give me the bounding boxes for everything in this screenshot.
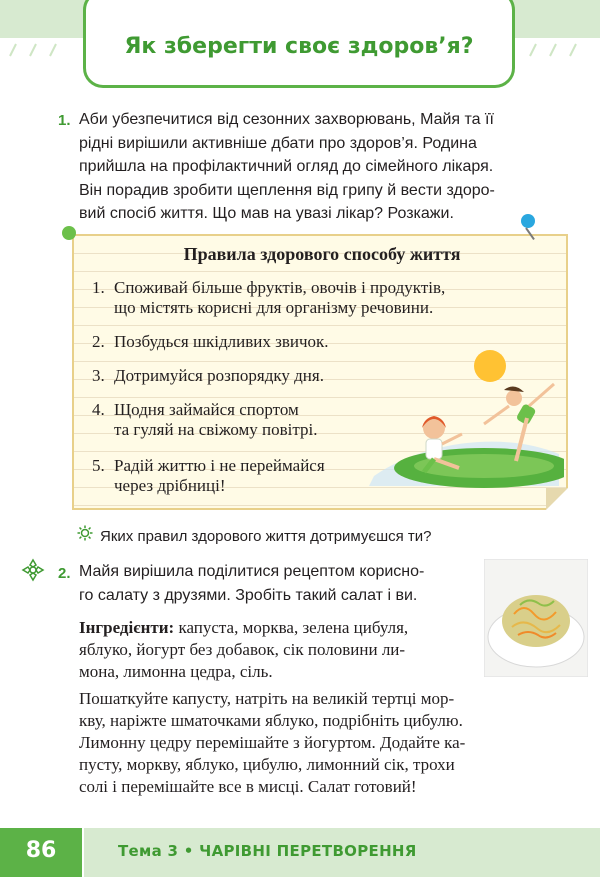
task-1-line: прийшла на профілактичний огляд до сімейного лікаря. bbox=[79, 158, 494, 175]
footer-topic: Тема 3 • ЧАРІВНІ ПЕРЕТВОРЕННЯ bbox=[118, 842, 417, 860]
task-1-line: рідні вирішили активніше дбати про здоров’я. Родина bbox=[79, 134, 477, 152]
rule-text-cont: та гуляй на свіжому повітрі. bbox=[114, 420, 318, 439]
ingredients-paragraph bbox=[79, 617, 479, 683]
rule-number: 4. bbox=[92, 400, 105, 419]
task-1-number: 1. bbox=[58, 112, 71, 129]
green-pin-icon bbox=[62, 226, 76, 240]
task-2-number: 2. bbox=[58, 565, 71, 582]
rules-title: Правила здорового способу життя bbox=[183, 244, 461, 264]
rule-number: 1. bbox=[92, 278, 105, 297]
ingredients-text: яблуко, йогурт без добавок, сік половини ли- bbox=[79, 640, 406, 659]
kids-yoga-illustration bbox=[364, 346, 564, 496]
ingredients-label: Інгредієнти: bbox=[79, 618, 175, 637]
task-2-line: Майя вирішила поділитися рецептом корисно- bbox=[79, 563, 425, 580]
recipe-line: кву, наріжте шматочками яблуко, подрібніть цибулю. bbox=[79, 711, 463, 730]
rule-number: 3. bbox=[92, 366, 105, 385]
rule-text-cont: через дрібниці! bbox=[114, 476, 226, 495]
rule-number: 5. bbox=[92, 456, 105, 475]
salad-photo bbox=[484, 559, 588, 677]
task-1-line: Аби убезпечитися від сезонних захворювань, Майя та її bbox=[79, 111, 494, 128]
rule-number: 2. bbox=[92, 332, 105, 351]
task-2-text bbox=[79, 560, 424, 607]
rule-text-cont: що містять корисні для організму речовини. bbox=[114, 298, 434, 317]
page-number: 86 bbox=[25, 838, 57, 863]
rule-item bbox=[92, 456, 325, 496]
rule-text: Щодня займайся спортом bbox=[114, 400, 299, 419]
task-1-line: Він порадив зробити щеплення від грипу й вести здоро- bbox=[79, 181, 495, 199]
question-text: Яких правил здорового життя дотримуєшся ти? bbox=[100, 528, 432, 545]
recipe-line: Лимонну цедру перемішайте з йогуртом. Додайте ка- bbox=[79, 733, 466, 752]
recipe-paragraph bbox=[79, 688, 559, 798]
rule-item bbox=[92, 332, 329, 352]
rule-item bbox=[92, 366, 324, 386]
ingredients-text: капуста, морква, зелена цибуля, bbox=[174, 618, 409, 637]
task-1-line: вий спосіб життя. Що мав на увазі лікар? Розкажи. bbox=[79, 205, 454, 222]
sun-bullet-icon bbox=[77, 525, 93, 541]
page-title: Як зберегти своє здоров’я? bbox=[124, 34, 474, 59]
rule-item bbox=[92, 278, 445, 318]
ingredients-text: мона, лимонна цедра, сіль. bbox=[79, 662, 273, 681]
task-1-text bbox=[79, 108, 495, 226]
rule-text: Радій життю і не переймайся bbox=[114, 456, 325, 475]
blue-pin-icon bbox=[521, 214, 535, 228]
rule-text: Позбудься шкідливих звичок. bbox=[114, 332, 329, 351]
recipe-line: Пошаткуйте капусту, натріть на великій тертці мор- bbox=[79, 689, 455, 708]
rule-text: Споживай більше фруктів, овочів і продуктів, bbox=[114, 278, 446, 297]
recipe-line: солі і перемішайте все в мисці. Салат готовий! bbox=[79, 777, 417, 796]
rule-text: Дотримуйся розпорядку дня. bbox=[114, 366, 324, 385]
rules-note-card bbox=[72, 234, 568, 510]
task-type-icon bbox=[20, 557, 46, 583]
recipe-line: пусту, моркву, яблуко, цибулю, лимонний сік, трохи bbox=[79, 755, 455, 774]
task-2-line: го салату з друзями. Зробіть такий салат і ви. bbox=[79, 586, 418, 604]
rule-item bbox=[92, 400, 317, 440]
folded-corner bbox=[546, 488, 568, 510]
